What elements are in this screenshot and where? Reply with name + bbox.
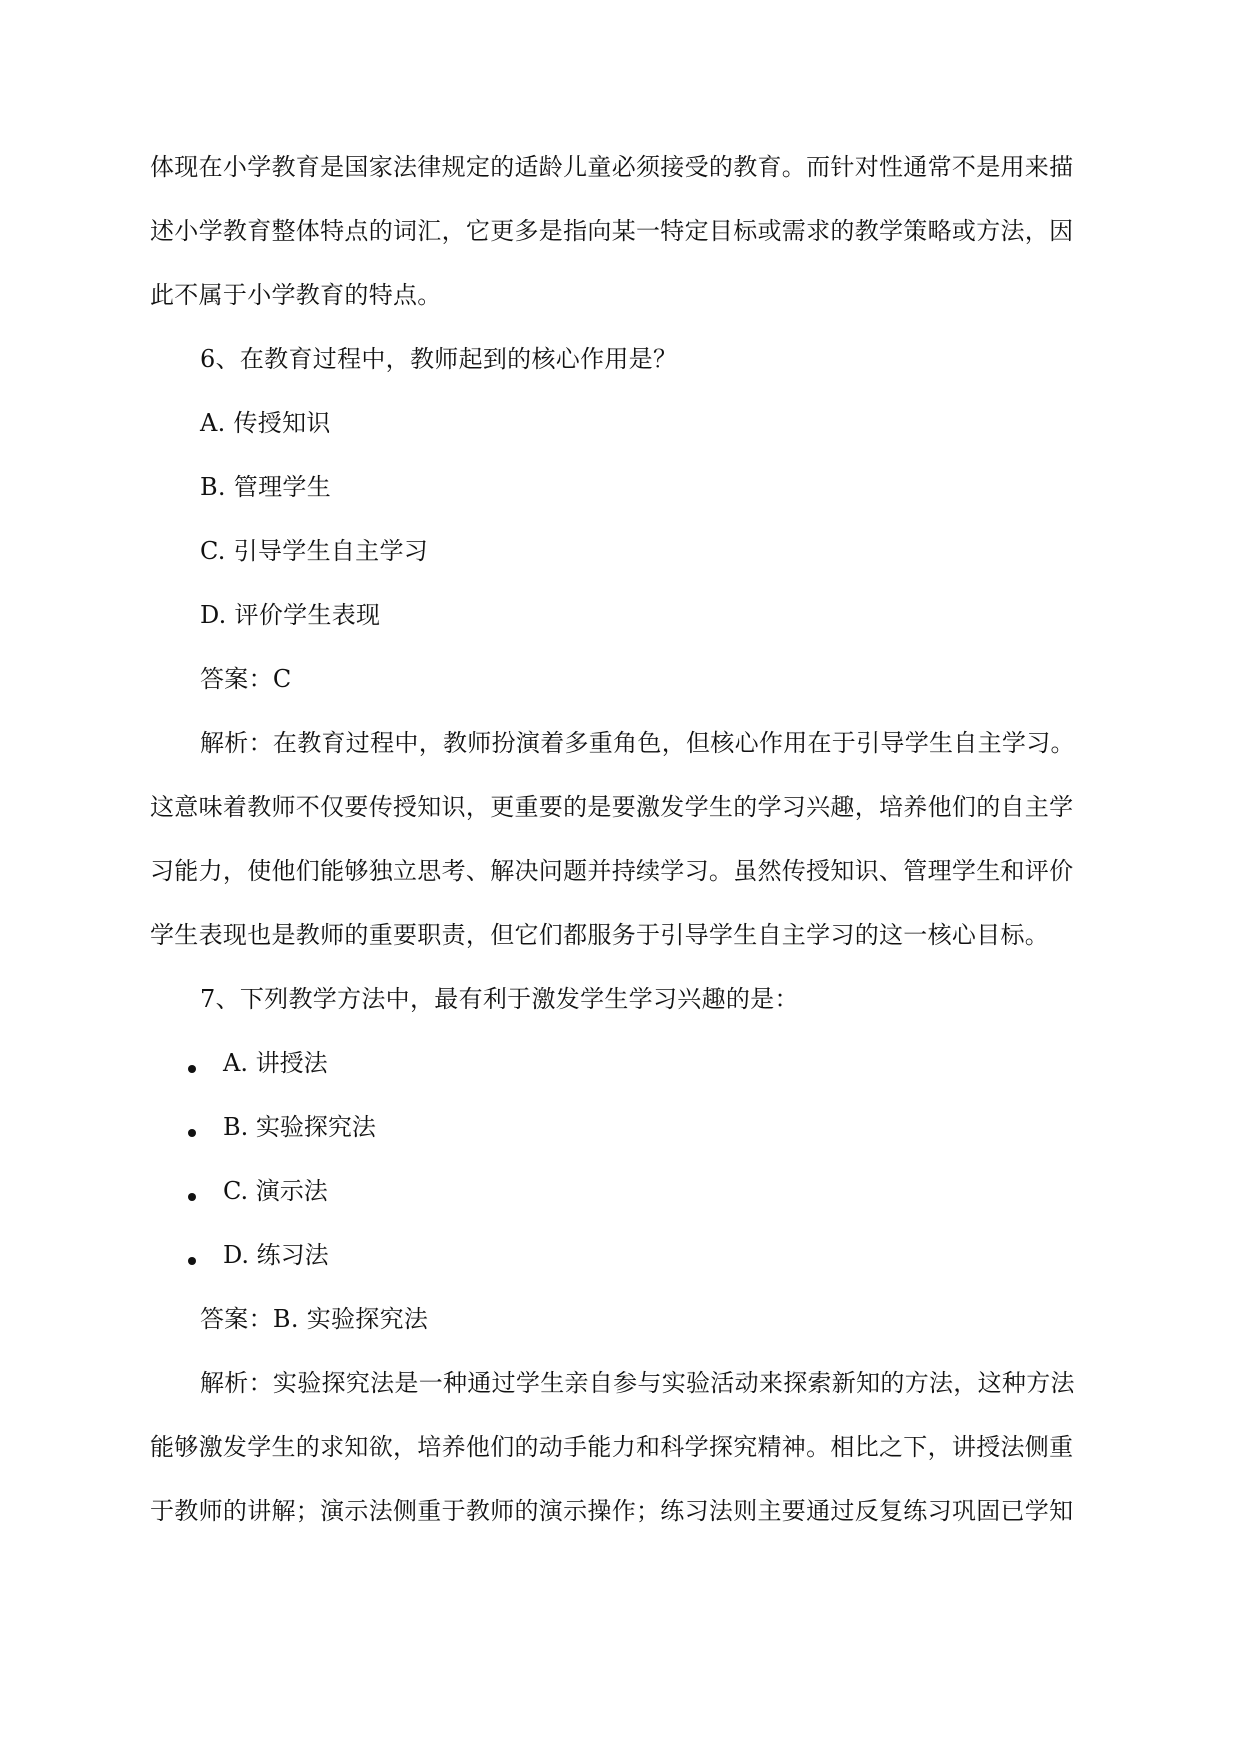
question-6-analysis-line: 解析：在教育过程中，教师扮演着多重角色，但核心作用在于引导学生自主学习。 bbox=[200, 729, 1075, 757]
question-6-answer: 答案：C bbox=[200, 665, 292, 693]
question-6-analysis-line: 学生表现也是教师的重要职责，但它们都服务于引导学生自主学习的这一核心目标。 bbox=[150, 921, 1050, 949]
bullet-dot-icon bbox=[188, 1257, 196, 1265]
question-6-analysis-line: 习能力，使他们能够独立思考、解决问题并持续学习。虽然传授知识、管理学生和评价 bbox=[150, 857, 1074, 885]
question-7-option-d: D. 练习法 bbox=[223, 1241, 329, 1269]
question-6-text: 6、在教育过程中，教师起到的核心作用是？ bbox=[200, 345, 678, 373]
question-7-option-c: C. 演示法 bbox=[223, 1177, 328, 1205]
question-6-option-c: C. 引导学生自主学习 bbox=[200, 537, 429, 565]
question-7-analysis-line: 解析：实验探究法是一种通过学生亲自参与实验活动来探索新知的方法，这种方法 bbox=[200, 1369, 1075, 1397]
bullet-dot-icon bbox=[188, 1065, 196, 1073]
paragraph-line: 体现在小学教育是国家法律规定的适龄儿童必须接受的教育。而针对性通常不是用来描 bbox=[150, 153, 1074, 181]
question-7-answer: 答案：B. 实验探究法 bbox=[200, 1305, 429, 1333]
question-7-analysis-line: 能够激发学生的求知欲，培养他们的动手能力和科学探究精神。相比之下，讲授法侧重 bbox=[150, 1433, 1074, 1461]
question-7-analysis-line: 于教师的讲解；演示法侧重于教师的演示操作；练习法则主要通过反复练习巩固已学知 bbox=[150, 1497, 1074, 1525]
question-6-analysis-line: 这意味着教师不仅要传授知识，更重要的是要激发学生的学习兴趣，培养他们的自主学 bbox=[150, 793, 1074, 821]
bullet-dot-icon bbox=[188, 1193, 196, 1201]
question-6-option-d: D. 评价学生表现 bbox=[200, 601, 381, 629]
question-7-option-a: A. 讲授法 bbox=[223, 1049, 328, 1077]
question-6-option-a: A. 传授知识 bbox=[200, 409, 331, 437]
paragraph-line: 述小学教育整体特点的词汇，它更多是指向某一特定目标或需求的教学策略或方法，因 bbox=[150, 217, 1074, 245]
bullet-dot-icon bbox=[188, 1129, 196, 1137]
question-7-text: 7、下列教学方法中，最有利于激发学生学习兴趣的是： bbox=[200, 985, 799, 1013]
paragraph-line: 此不属于小学教育的特点。 bbox=[150, 281, 442, 309]
question-6-option-b: B. 管理学生 bbox=[200, 473, 331, 501]
question-7-option-b: B. 实验探究法 bbox=[223, 1113, 376, 1141]
